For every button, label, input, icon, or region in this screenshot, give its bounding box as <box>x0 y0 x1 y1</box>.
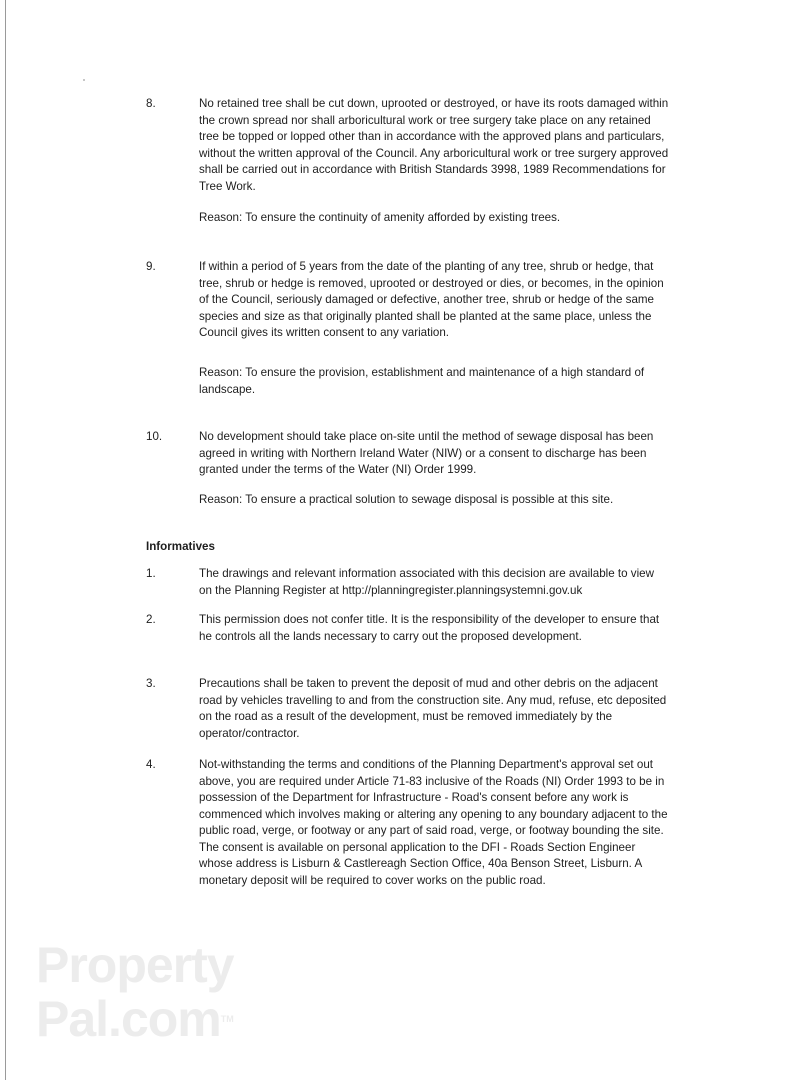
condition-text: If within a period of 5 years from the date of the planting of any tree, shrub or hedge, that tree, shrub or hedge is removed, uprooted or destroyed or dies, or becomes, in the opinion of the Council, seriously damaged or defective, another tree, shrub or hedge of the same species and size as that originally planted shall be planted at the same place, unless the Council gives its written consent to any variation. <box>199 260 664 339</box>
condition-number: 8. <box>146 97 156 110</box>
informative-text: Precautions shall be taken to prevent the deposit of mud and other debris on the adjacent road by vehicles travelling to and from the construction site. Any mud, refuse, etc deposited on the road as a result of the development, must be removed immediately by the operator/contractor. <box>199 677 667 740</box>
condition-text: No development should take place on-site until the method of sewage disposal has been agreed in writing with Northern Ireland Water (NIW) or a consent to discharge has been granted under the terms of the Water (NI) Order 1999. <box>199 430 654 476</box>
informative-number: 3. <box>146 677 156 690</box>
informative-number: 2. <box>146 613 156 626</box>
propertypal-watermark <box>36 938 246 1058</box>
informative-text: Not-withstanding the terms and conditions of the Planning Department's approval set out above, you are required under Article 71-83 inclusive of the Roads (NI) Order 1993 to be in possession of the Department for Infrastructure - Road's consent before any work is commenced which involves making or altering any opening to any boundary adjacent to the public road, verge, or footway or any part of said road, verge, or footway bounding the site. The consent is available on personal application to the DFI - Roads Section Engineer whose address is Lisburn & Castlereagh Section Office, 40a Benson Street, Lisburn. A monetary deposit will be required to cover works on the public road. <box>199 758 668 887</box>
watermark-line-1: Property <box>36 937 234 993</box>
informative-text: This permission does not confer title. It is the responsibility of the developer to ensure that he controls all the lands necessary to carry out the proposed development. <box>199 613 660 643</box>
watermark-trademark: TM <box>220 1014 234 1024</box>
condition-reason: Reason: To ensure a practical solution to sewage disposal is possible at this site. <box>199 493 614 506</box>
condition-text: No retained tree shall be cut down, uprooted or destroyed, or have its roots damaged within the crown spread nor shall arboricultural work or tree surgery take place on any retained tree be topped or lopped other than in accordance with the approved plans and particulars, without the written approval of the Council. Any arboricultural work or tree surgery approved shall be carried out in accordance with British Standards 3998, 1989 Recommendations for Tree Work. <box>199 97 669 193</box>
condition-number: 10. <box>146 430 163 443</box>
condition-reason: Reason: To ensure the provision, establishment and maintenance of a high standard of landscape. <box>199 366 645 396</box>
condition-reason: Reason: To ensure the continuity of amenity afforded by existing trees. <box>199 211 561 224</box>
watermark-line-2 <box>36 992 246 1046</box>
condition-number: 9. <box>146 260 156 273</box>
page-edge-line <box>5 0 6 1080</box>
watermark-line-2-text: Pal.com <box>36 991 221 1047</box>
informative-number: 4. <box>146 758 156 771</box>
scan-speck <box>83 79 85 81</box>
informatives-heading: Informatives <box>146 540 215 553</box>
informative-text: The drawings and relevant information associated with this decision are available to view on the Planning Register at http://planningregister.planningsystemni.gov.uk <box>199 567 654 597</box>
informative-number: 1. <box>146 567 156 580</box>
